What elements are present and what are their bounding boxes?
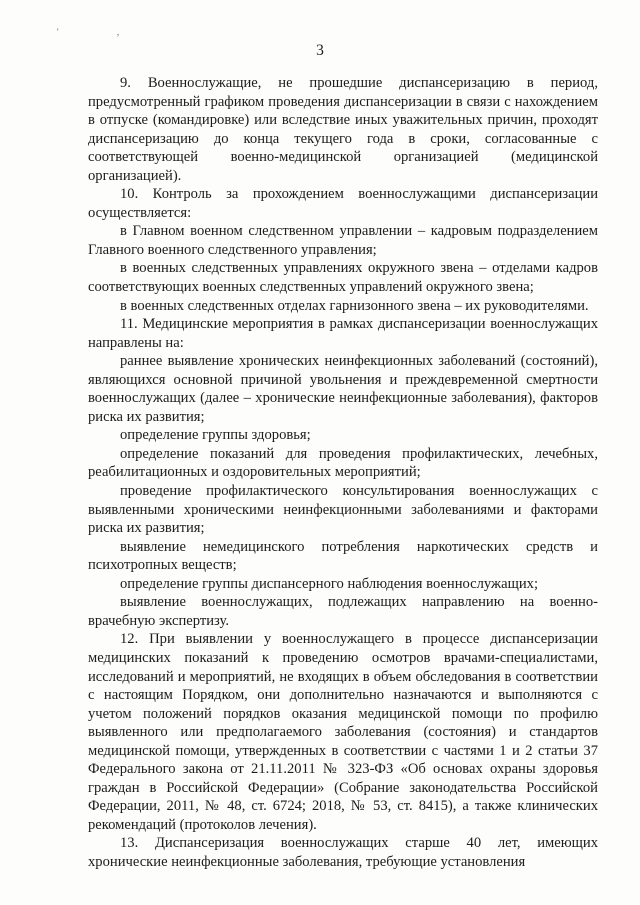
paragraph-9: 9. Военнослужащие, не прошедшие диспансеризацию в период, предусмотренный графиком проведения диспансеризации в связи с нахождением в отпуске (командировке) или вследствие иных уважительных причин, проходят диспансеризацию до конца текущего года в сроки, согласованные с соответствующей военно-медицинской организацией (медицинской организацией).: [88, 75, 598, 184]
list-item-garrison-offices: в военных следственных отделах гарнизонного звена – их руководителями.: [120, 297, 589, 314]
list-item-early-detection: раннее выявление хронических неинфекционных заболеваний (состояний), являющихся основной причиной увольнения и преждевременной смертности военнослужащих (далее – хронические неинфекционные заболевания), факторов риска их развития;: [88, 353, 598, 425]
page-number: 3: [316, 42, 324, 59]
list-item-medical-expertise: выявление военнослужащих, подлежащих направлению на военно-врачебную экспертизу.: [88, 594, 598, 629]
list-item-district-offices: в военных следственных управлениях окружного звена – отделами кадров соответствующих военных следственных управлений окружного звена;: [88, 260, 598, 296]
list-item-counseling: проведение профилактического консультирования военнослужащих с выявленными хроническими неинфекционными заболеваниями и факторами риска их развития;: [88, 483, 598, 537]
list-item-health-group: определение группы здоровья;: [120, 427, 311, 444]
list-item-dispensary-group: определение группы диспансерного наблюдения военнослужащих;: [120, 575, 538, 592]
paragraph-10: 10. Контроль за прохождением военнослужащими диспансеризации осуществляется:: [88, 186, 598, 221]
scan-marks: ' ,: [57, 27, 148, 37]
list-item-drug-detection: выявление немедицинского потребления наркотических средств и психотропных веществ;: [88, 538, 598, 574]
document-body: [88, 74, 598, 872]
paragraph-12: 12. При выявлении у военнослужащего в процессе диспансеризации медицинских показаний к проведению осмотров врачами-специалистами, исследований и мероприятий, не входящих в объем обследования в соответствии с настоящим Порядком, они дополнительно назначаются и выполняются с учетом положений порядков оказания медицинской помощи по профилю выявленного или предполагаемого заболевания (состояния) и стандартов медицинской помощи, утвержденных в соответствии с частями 1 и 2 статьи 37 Федерального закона от 21.11.2011 № 323-ФЗ «Об основах охраны здоровья граждан в Российской Федерации» (Собрание законодательства Российской Федерации, 2011, № 48, ст. 6724; 2018, № 53, ст. 8415), а также клинических рекомендаций (протоколов лечения).: [88, 631, 598, 833]
paragraph-11: 11. Медицинские мероприятия в рамках диспансеризации военнослужащих направлены на:: [88, 316, 598, 351]
paragraph-13: 13. Диспансеризация военнослужащих старше 40 лет, имеющих хронические неинфекционные заболевания, требующие установления: [88, 835, 598, 870]
list-item-indications: определение показаний для проведения профилактических, лечебных, реабилитационных и оздоровительных мероприятий;: [88, 445, 598, 481]
list-item-main-office: в Главном военном следственном управлении – кадровым подразделением Главного военного следственного управления;: [88, 223, 598, 258]
